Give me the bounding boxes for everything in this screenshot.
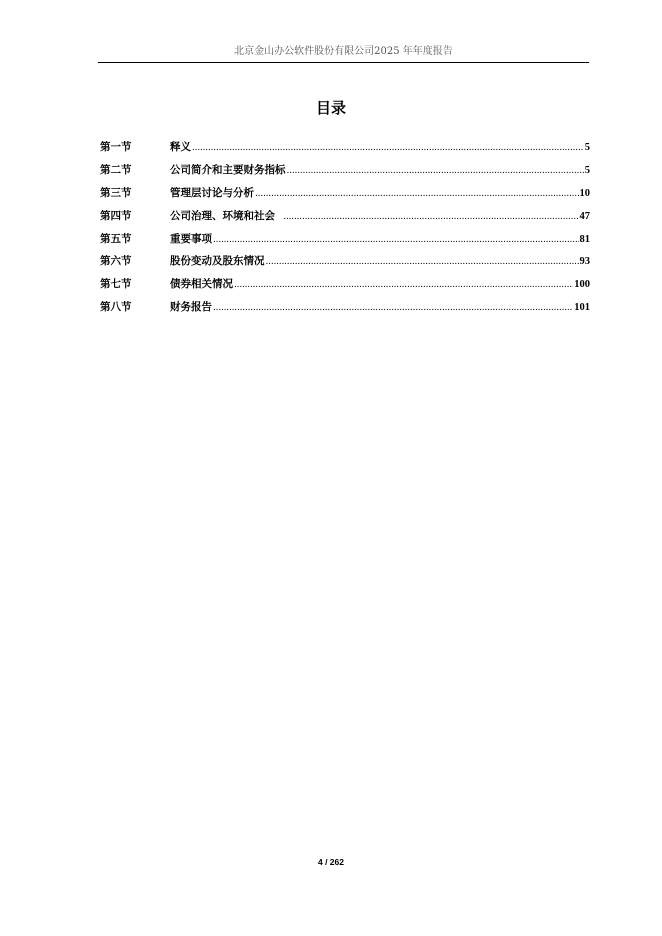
toc-section-name: 财务报告 [170,301,212,314]
toc-page-number: 47 [579,210,590,222]
toc-section-name: 重要事项 [170,232,212,245]
toc-section-number: 第七节 [100,278,132,291]
toc-dot-leader [192,137,584,160]
toc-dot-leader [213,297,573,320]
toc-title: 目录 [315,99,346,117]
toc-entry-section-4[interactable] [100,205,590,228]
toc-page-number: 81 [579,233,590,245]
toc-dot-leader [283,206,578,229]
toc-section-name: 公司治理、环境和社会 [170,209,283,222]
table-of-contents [100,136,590,319]
toc-page-number: 5 [584,142,590,153]
toc-section-number: 第三节 [100,186,132,199]
toc-section-name: 公司简介和主要财务指标 [170,163,286,176]
toc-entry-section-6[interactable] [100,250,590,273]
toc-entry-section-5[interactable] [100,228,590,251]
toc-entry-section-7[interactable] [100,273,590,296]
toc-entry-section-8[interactable] [100,296,590,319]
toc-section-number: 第二节 [100,163,132,176]
toc-section-number: 第五节 [100,232,132,245]
toc-section-name: 股份变动及股东情况 [170,255,265,268]
toc-dot-leader [213,229,579,252]
running-header: 北京金山办公软件股份有限公司2025 年年度报告 [234,46,453,57]
toc-entry-section-1[interactable] [100,136,590,159]
toc-section-number: 第四节 [100,209,132,222]
toc-entry-section-2[interactable] [100,159,590,182]
toc-section-name: 债券相关情况 [170,278,233,291]
toc-dot-leader [266,251,579,274]
toc-section-number: 第六节 [100,255,132,268]
toc-section-number: 第一节 [100,141,132,153]
toc-dot-leader [287,160,584,183]
toc-section-number: 第八节 [100,301,132,314]
page-number-footer: 4 / 262 [318,857,344,867]
toc-page-number: 5 [584,164,590,176]
toc-dot-leader [234,274,573,297]
toc-entry-section-3[interactable] [100,182,590,205]
toc-page-number: 100 [574,279,590,291]
toc-page-number: 10 [579,187,590,199]
header-rule [98,62,589,63]
toc-section-name: 管理层讨论与分析 [170,186,254,199]
toc-page-number: 101 [574,302,590,314]
toc-section-name: 释义 [170,141,191,153]
toc-page-number: 93 [579,256,590,268]
toc-dot-leader [255,183,579,206]
